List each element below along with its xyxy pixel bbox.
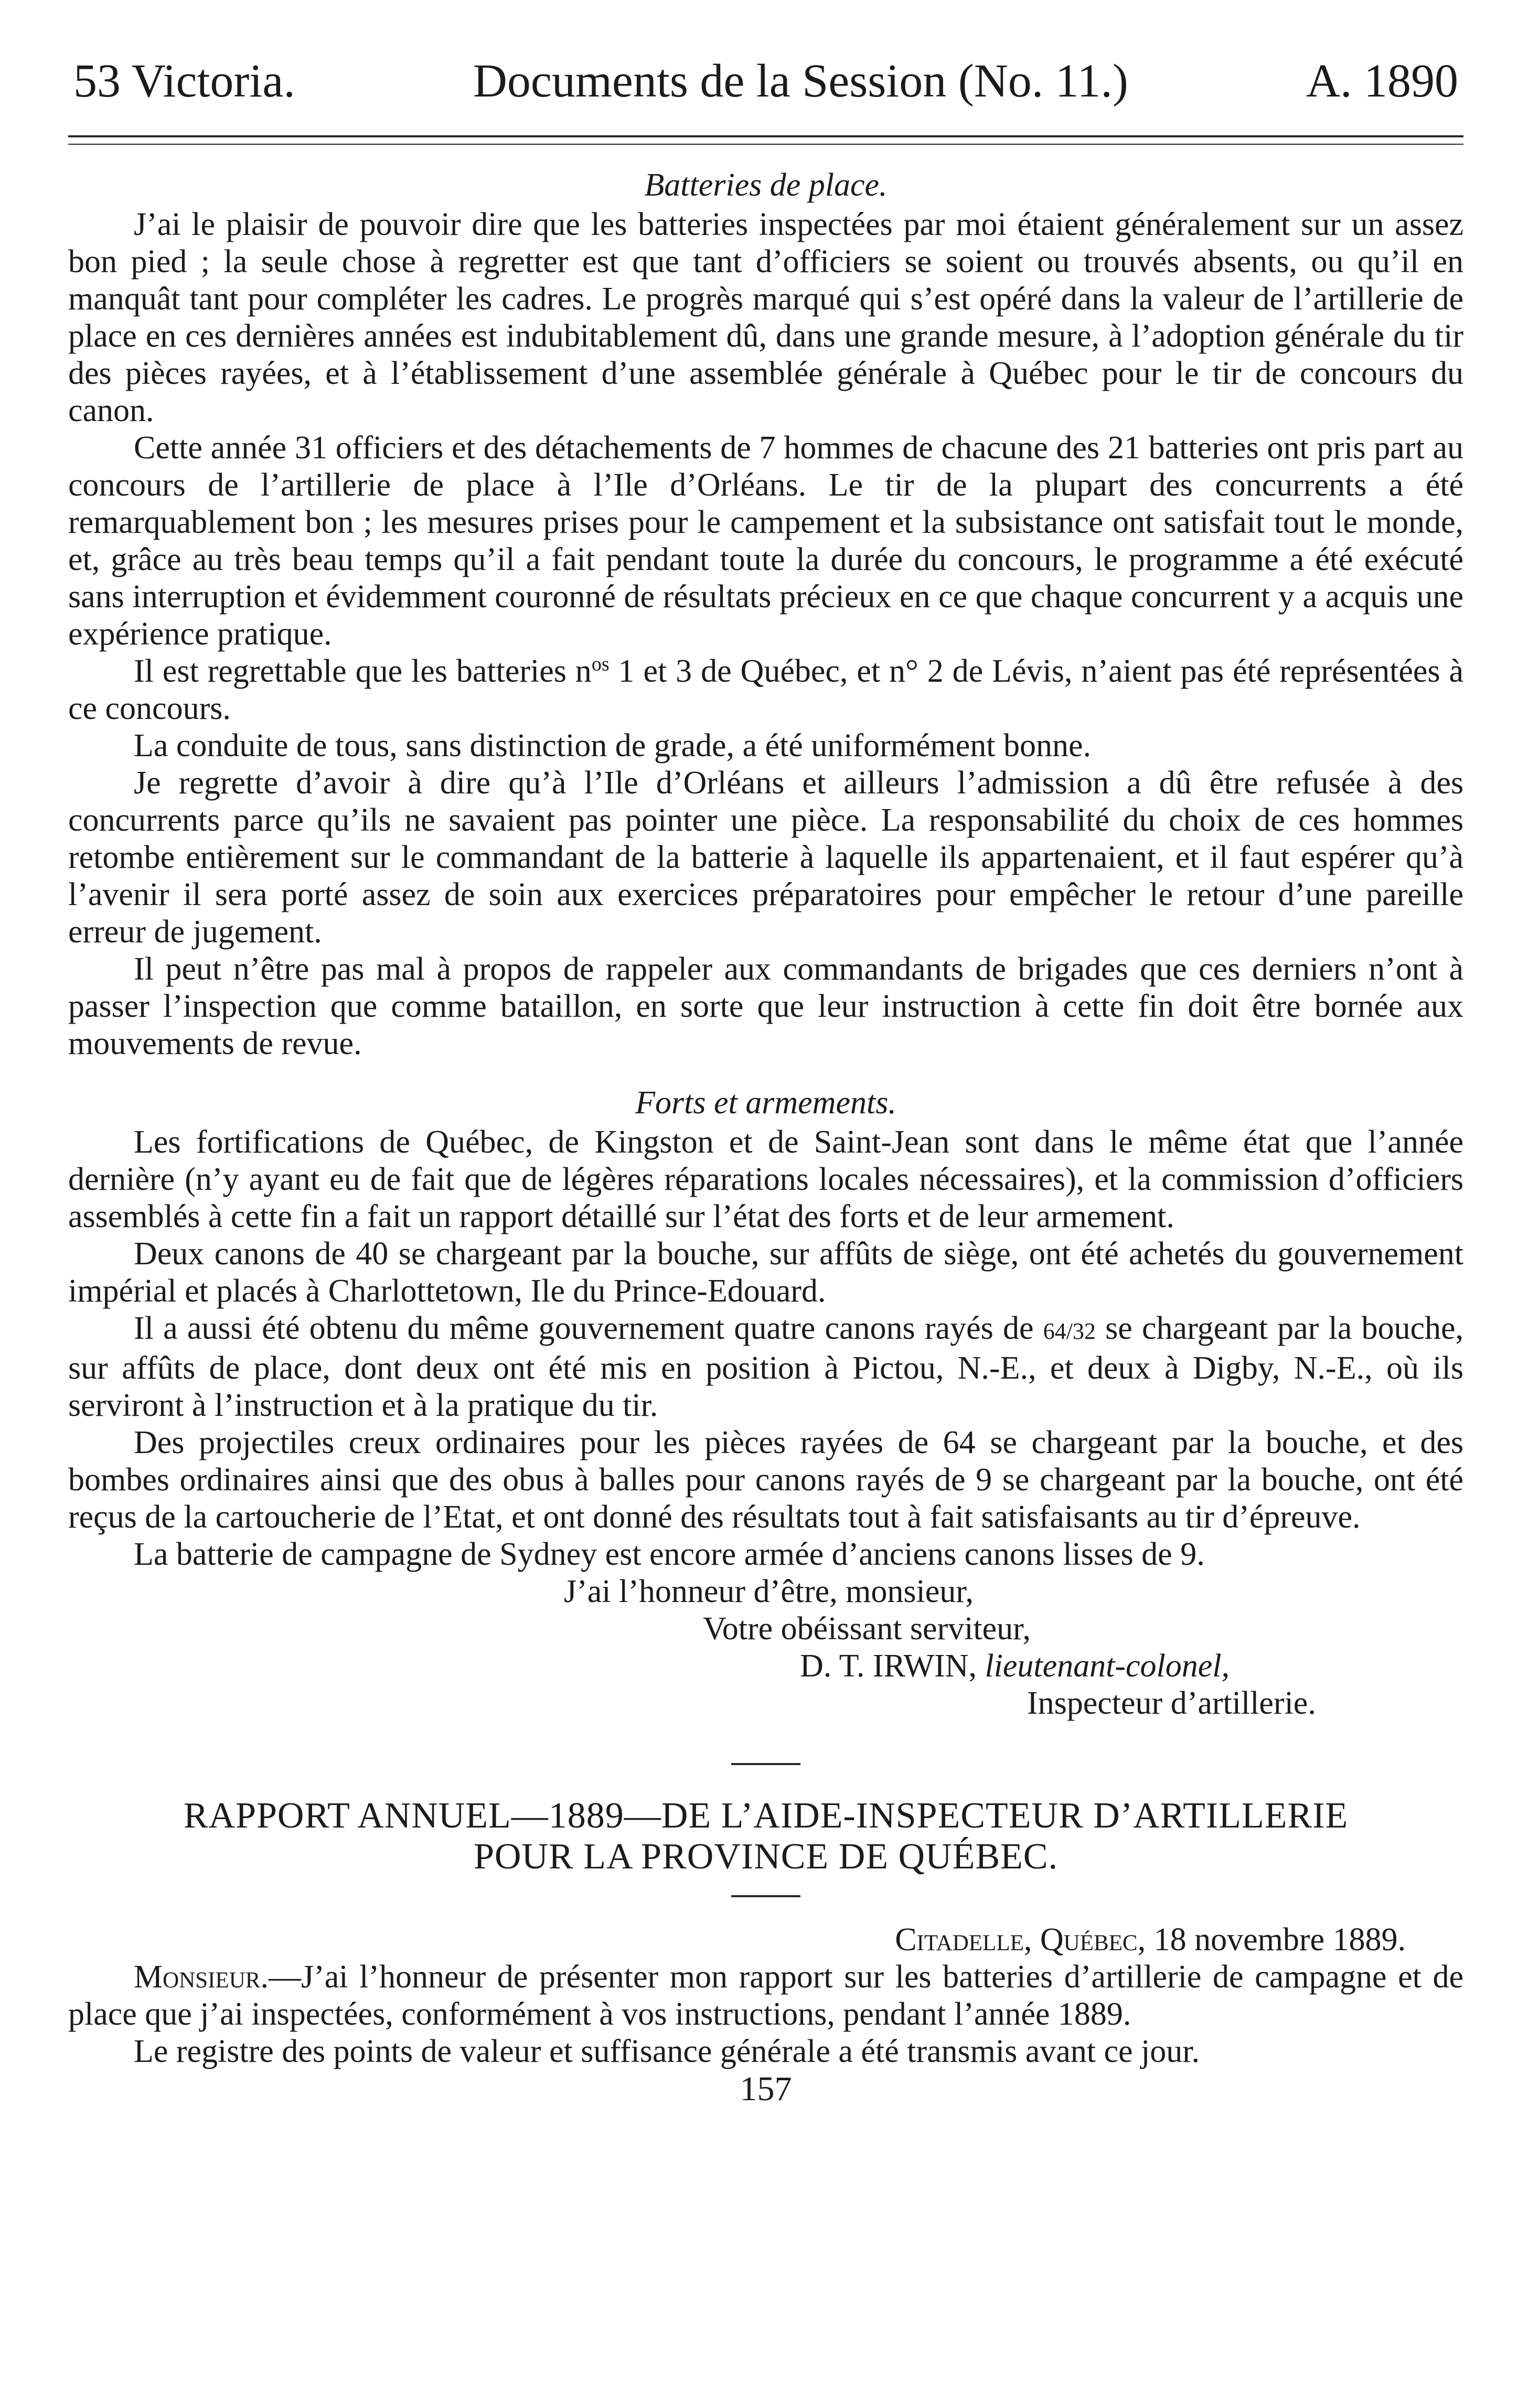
paragraph: Le registre des points de valeur et suffisance générale a été transmis avant ce jour. xyxy=(134,2034,1200,2069)
document-page xyxy=(68,55,1464,2375)
paragraph: J’ai le plaisir de pouvoir dire que les batteries inspectées par moi étaient généralement sur un assez bon pied ; la seule chose à regretter est que tant d’officiers se soient ou trouvés absents, ou qu’il en manquât tant pour compléter les cadres. Le progrès marqué qui s’est opéré dans la valeur de l’artillerie de place en ces dernières années est indubitablement dû, dans une grande mesure, à l’adoption générale du tir des pièces rayées, et à l’établissement d’une assemblée générale à Québec pour le tir de concours du canon. xyxy=(68,207,1463,428)
paragraph-text: se chargeant par la bouche, sur affûts de place, dont deux ont été mis en position à Pictou, N.-E., et deux à Digby, N.-E., où ils serviront à l’instruction et à la pratique du tir. xyxy=(68,1310,1464,1423)
dateline-place: Citadelle, Québec, xyxy=(895,1922,1146,1958)
paragraph: Je regrette d’avoir à dire qu’à l’Ile d’Orléans et ailleurs l’admission a dû être refusée à des concurrents parce qu’ils ne savaient pas pointer une pièce. La responsabilité du choix de ces hommes retombe entièrement sur le commandant de la batterie à laquelle ils appartenaient, et il faut espérer qu’à l’avenir il sera porté assez de soin aux exercices préparatoires pour empêcher le retour d’une pareille erreur de jugement. xyxy=(68,765,1463,950)
report-title xyxy=(68,1796,1463,1877)
closing-salutation: J’ai l’honneur d’être, monsieur, xyxy=(564,1574,974,1609)
section-divider xyxy=(731,1763,800,1765)
paragraph xyxy=(68,1959,1463,2033)
running-header xyxy=(68,55,1463,107)
header-document-title: Documents de la Session (No. 11.) xyxy=(473,55,1128,107)
title-divider xyxy=(731,1895,800,1897)
closing-servant: Votre obéissant serviteur, xyxy=(703,1611,1031,1647)
body-text xyxy=(68,167,1463,2108)
paragraph-text: Il est regrettable que les batteries n xyxy=(134,653,592,689)
dateline-date: 18 novembre 1889. xyxy=(1146,1922,1406,1958)
fraction: 64/32 xyxy=(1043,1318,1096,1344)
superscript: os xyxy=(591,653,610,675)
report-title-line: RAPPORT ANNUEL—1889—DE L’AIDE-INSPECTEUR D’ARTILLERIE xyxy=(183,1796,1349,1836)
paragraph: Des projectiles creux ordinaires pour les pièces rayées de 64 se chargeant par la bouche, et des bombes ordinaires ainsi que des obus à balles pour canons rayés de 9 se chargeant par la bouche, ont été reçus de la cartoucherie de l’Etat, et ont donné des résultats tout à fait satisfaisants au tir d’épreuve. xyxy=(68,1425,1463,1535)
signature-rank: lieutenant-colonel, xyxy=(985,1648,1230,1684)
signature-title: Inspecteur d’artillerie. xyxy=(1027,1685,1316,1721)
paragraph: La conduite de tous, sans distinction de grade, a été uniformément bonne. xyxy=(134,728,1092,764)
paragraph xyxy=(68,1310,1463,1424)
letter-closing xyxy=(68,1573,1463,1722)
paragraph-text: Il a aussi été obtenu du même gouvernement quatre canons rayés de xyxy=(134,1310,1043,1346)
dateline xyxy=(68,1921,1463,1959)
signature xyxy=(68,1648,1463,1685)
paragraph: Il peut n’être pas mal à propos de rappeler aux commandants de brigades que ces derniers n’ont à passer l’inspection que comme bataillon, en sorte que leur instruction à cette fin doit être bornée aux mouvements de revue. xyxy=(68,951,1463,1061)
header-rule xyxy=(68,135,1463,145)
paragraph: La batterie de campagne de Sydney est encore armée d’anciens canons lisses de 9. xyxy=(134,1536,1205,1572)
section-heading-forts: Forts et armements. xyxy=(635,1085,896,1121)
paragraph: Cette année 31 officiers et des détachements de 7 hommes de chacune des 21 batteries ont pris part au concours de l’artillerie de place à l’Ile d’Orléans. Le tir de la plupart des concurrents a été remarquablement bon ; les mesures prises pour le campement et la subsistance ont satisfait tout le monde, et, grâce au très beau temps qu’il a fait pendant toute la durée du concours, le programme a été exécuté sans interruption et évidemment couronné de résultats précieux en ce que chaque concurrent y a acquis une expérience pratique. xyxy=(68,430,1463,652)
paragraph-text: —J’ai l’honneur de présenter mon rapport sur les batteries d’artillerie de campagne et de place que j’ai inspectées, conformément à vos instructions, pendant l’année 1889. xyxy=(68,1959,1463,2032)
header-year: A. 1890 xyxy=(1306,55,1458,107)
paragraph-text: 1 et 3 de Québec, et n° 2 de Lévis, n’aient pas été représentées à ce concours. xyxy=(68,653,1463,726)
salutation: Monsieur. xyxy=(134,1959,269,1995)
section-heading-batteries: Batteries de place. xyxy=(644,167,888,203)
signature-name: D. T. IRWIN, xyxy=(800,1648,985,1684)
header-session-year: 53 Victoria. xyxy=(73,55,295,107)
paragraph: Les fortifications de Québec, de Kingston et de Saint-Jean sont dans le même état que l’année dernière (n’y ayant eu de fait que de légères réparations locales nécessaires), et la commission d’officiers assemblés à cette fin a fait un rapport détaillé sur l’état des forts et de leur armement. xyxy=(68,1124,1463,1234)
paragraph xyxy=(68,653,1463,727)
paragraph: Deux canons de 40 se chargeant par la bouche, sur affûts de siège, ont été achetés du gouvernement impérial et placés à Charlottetown, Ile du Prince-Edouard. xyxy=(68,1236,1463,1309)
report-title-line: POUR LA PROVINCE DE QUÉBEC. xyxy=(473,1836,1059,1877)
page-number: 157 xyxy=(740,2070,792,2108)
